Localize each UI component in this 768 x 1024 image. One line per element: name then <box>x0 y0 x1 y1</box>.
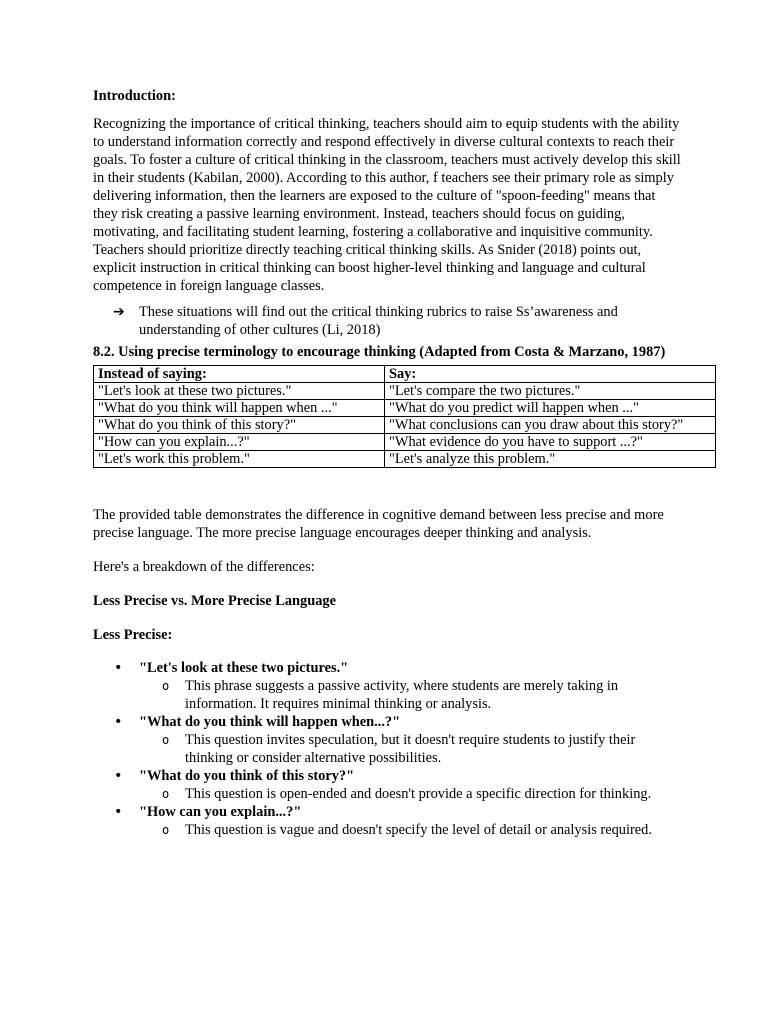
document-body <box>93 87 683 839</box>
table-cell: "What conclusions can you draw about this story?" <box>385 417 716 434</box>
bullet-icon: • <box>114 660 123 676</box>
circle-bullet-icon: o <box>162 787 170 801</box>
bullet-icon: • <box>114 768 123 784</box>
table-cell: "Let's compare the two pictures." <box>385 383 716 400</box>
arrow-list-item <box>113 303 683 339</box>
list-item <box>93 803 683 839</box>
comparison-heading: Less Precise vs. More Precise Language <box>93 593 336 609</box>
header-instead-of-saying: Instead of saying: <box>94 366 385 383</box>
table-row <box>94 417 716 434</box>
header-say: Say: <box>385 366 716 383</box>
table-cell: "What do you think will happen when ..." <box>94 400 385 417</box>
list-item-phrase: "What do you think will happen when...?" <box>139 714 401 730</box>
table-row <box>94 434 716 451</box>
introduction-paragraph: Recognizing the importance of critical thinking, teachers should aim to equip students with the ability to understand information correctly and respond effectively in diverse cultural contexts to reach their goals. To foster a culture of critical thinking in the classroom, teachers must actively develop this skill in their students (Kabilan, 2000). According to this author, f teachers see their primary role as simply delivering information, then the learners are exposed to the culture of "spoon-feeding" means that they risk creating a passive learning environment. Instead, teachers should focus on guiding, motivating, and facilitating student learning, fostering a collaborative and inquisitive community. Teachers should prioritize directly teaching critical thinking skills. As Snider (2018) points out, explicit instruction in critical thinking can boost higher-level thinking and language and cultural competence in foreign language classes. <box>93 116 681 294</box>
circle-bullet-icon: o <box>162 733 170 747</box>
sub-list-item <box>139 785 683 803</box>
table-row <box>94 383 716 400</box>
table-cell: "What do you think of this story?" <box>94 417 385 434</box>
table-cell: "Let's analyze this problem." <box>385 451 716 468</box>
table-cell: "Let's work this problem." <box>94 451 385 468</box>
arrow-right-icon: ➔ <box>113 304 125 320</box>
sub-list-item-text: This question is vague and doesn't specify the level of detail or analysis required. <box>185 822 652 838</box>
list-item <box>93 767 683 803</box>
introduction-heading: Introduction: <box>93 88 176 104</box>
table-header-row <box>94 366 716 383</box>
table-summary-paragraph: The provided table demonstrates the difference in cognitive demand between less precise and more precise language. The more precise language encourages deeper thinking and analysis. <box>93 507 664 541</box>
sub-list-item <box>139 731 683 767</box>
list-item <box>93 659 683 713</box>
less-precise-heading: Less Precise: <box>93 627 173 643</box>
circle-bullet-icon: o <box>162 679 170 693</box>
list-item-phrase: "What do you think of this story?" <box>139 768 355 784</box>
bullet-icon: • <box>114 714 123 730</box>
sub-list-item-text: This phrase suggests a passive activity, where students are merely taking in information. It requires minimal thinking or analysis. <box>185 678 619 712</box>
table-cell: "Let's look at these two pictures." <box>94 383 385 400</box>
terminology-table <box>93 365 716 468</box>
list-item-phrase: "Let's look at these two pictures." <box>139 660 349 676</box>
list-item <box>93 713 683 767</box>
sub-list-item <box>139 821 683 839</box>
breakdown-intro: Here's a breakdown of the differences: <box>93 559 315 575</box>
list-item-phrase: "How can you explain...?" <box>139 804 302 820</box>
arrow-item-text: These situations will find out the critical thinking rubrics to raise Ss’awareness and understanding of other cultures (Li, 2018) <box>139 304 618 338</box>
sub-list-item-text: This question is open-ended and doesn't provide a specific direction for thinking. <box>185 786 652 802</box>
less-precise-list <box>93 659 683 839</box>
table-cell: "How can you explain...?" <box>94 434 385 451</box>
table-cell: "What evidence do you have to support ...?" <box>385 434 716 451</box>
circle-bullet-icon: o <box>162 823 170 837</box>
table-row <box>94 451 716 468</box>
table-cell: "What do you predict will happen when ..." <box>385 400 716 417</box>
sub-list-item <box>139 677 683 713</box>
sub-list-item-text: This question invites speculation, but it doesn't require students to justify their thinking or consider alternative possibilities. <box>185 732 636 766</box>
bullet-icon: • <box>114 804 123 820</box>
table-row <box>94 400 716 417</box>
section-heading: 8.2. Using precise terminology to encourage thinking (Adapted from Costa & Marzano, 1987) <box>93 344 666 360</box>
